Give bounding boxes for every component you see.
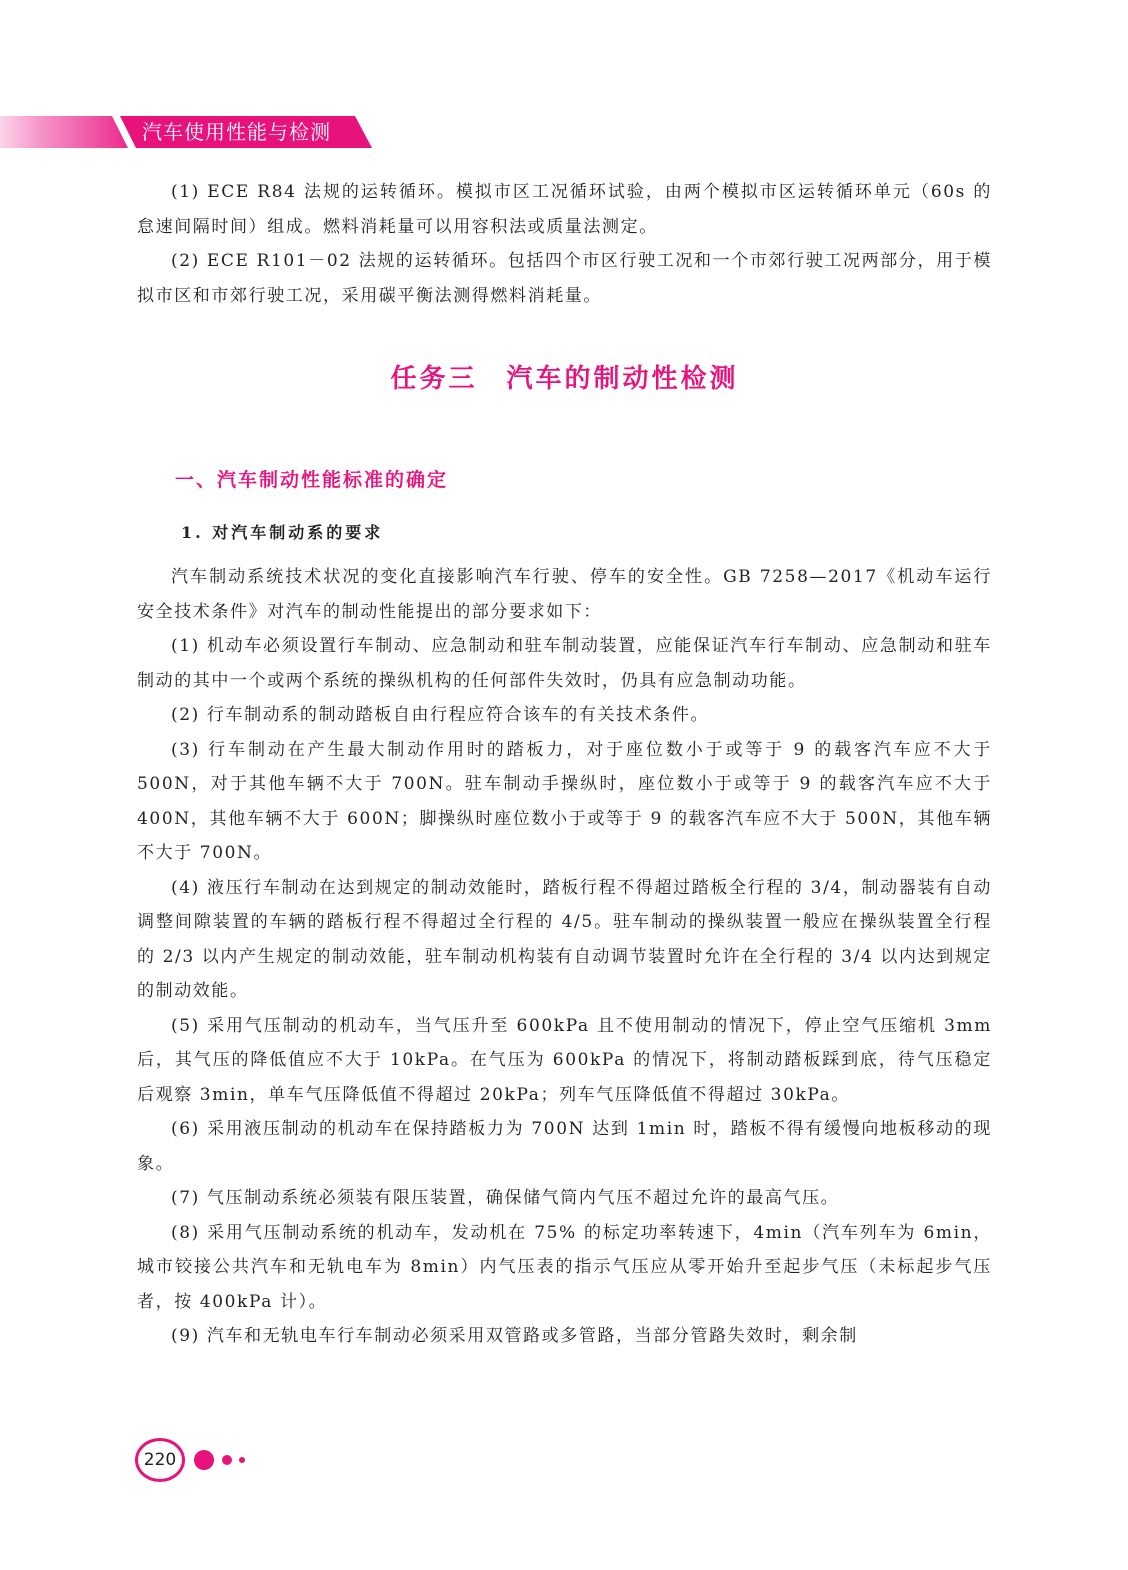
paragraph: (2) 行车制动系的制动踏板自由行程应符合该车的有关技术条件。 <box>171 705 710 725</box>
paragraph: 汽车制动系统技术状况的变化直接影响汽车行驶、停车的安全性。GB 7258—2017《机动车运行安全技术条件》对汽车的制动性能提出的部分要求如下： <box>137 567 992 622</box>
main-paragraphs <box>137 560 992 1354</box>
paragraph: (3) 行车制动在产生最大制动作用时的踏板力，对于座位数小于或等于 9 的载客汽车应不大于 500N，对于其他车辆不大于 700N。驻车制动手操纵时，座位数小于或等于 9 的载客汽车应不大于 400N，其他车辆不大于 600N；脚操纵时座位数小于或等于 9 的载客汽车应不大于 500N，其他车辆不大于 700N。 <box>137 739 992 863</box>
paragraph: (6) 采用液压制动的机动车在保持踏板力为 700N 达到 1min 时，踏板不得有缓慢向地板移动的现象。 <box>137 1119 992 1174</box>
top-paragraphs <box>137 175 992 313</box>
sub-heading: 1. 对汽车制动系的要求 <box>181 523 384 542</box>
decorative-dot-small <box>239 1457 245 1463</box>
paragraph: (4) 液压行车制动在达到规定的制动效能时，踏板行程不得超过踏板全行程的 3/4，制动器装有自动调整间隙装置的车辆的踏板行程不得超过全行程的 4/5。驻车制动的操纵装置一般应在操纵装置全行程的 2/3 以内产生规定的制动效能，驻车制动机构装有自动调节装置时允许在全行程的 3/4 以内达到规定的制动效能。 <box>137 877 992 1001</box>
decorative-dot-medium <box>222 1455 232 1465</box>
page-number: 220 <box>143 1450 177 1470</box>
paragraph: (8) 采用气压制动系统的机动车，发动机在 75% 的标定功率转速下，4min（汽车列车为 6min，城市铰接公共汽车和无轨电车为 8min）内气压表的指示气压应从零开始升至起步气压（未标起步气压者，按 400kPa 计）。 <box>137 1222 992 1312</box>
section-heading: 一、汽车制动性能标准的确定 <box>175 469 449 491</box>
paragraph: (9) 汽车和无轨电车行车制动必须采用双管路或多管路，当部分管路失效时，剩余制 <box>171 1326 858 1346</box>
book-title: 汽车使用性能与检测 <box>142 120 331 144</box>
paragraph: (1) 机动车必须设置行车制动、应急制动和驻车制动装置，应能保证汽车行车制动、应急制动和驻车制动的其中一个或两个系统的操纵机构的任何部件失效时，仍具有应急制动功能。 <box>137 636 992 691</box>
paragraph: (2) ECE R101－02 法规的运转循环。包括四个市区行驶工况和一个市郊行驶工况两部分，用于模拟市区和市郊行驶工况，采用碳平衡法测得燃料消耗量。 <box>137 251 992 306</box>
paragraph: (7) 气压制动系统必须装有限压装置，确保储气筒内气压不超过允许的最高气压。 <box>171 1188 840 1208</box>
paragraph: (1) ECE R84 法规的运转循环。模拟市区工况循环试验，由两个模拟市区运转循环单元（60s 的怠速间隔时间）组成。燃料消耗量可以用容积法或质量法测定。 <box>137 182 992 237</box>
decorative-dot-large <box>194 1450 214 1470</box>
task-title: 任务三 汽车的制动性检测 <box>390 364 739 394</box>
paragraph: (5) 采用气压制动的机动车，当气压升至 600kPa 且不使用制动的情况下，停止空气压缩机 3mm 后，其气压的降低值应不大于 10kPa。在气压为 600kPa 的情况下，将制动踏板踩到底，待气压稳定后观察 3min，单车气压降低值不得超过 20kPa；列车气压降低值不得超过 30kPa。 <box>137 1015 992 1105</box>
